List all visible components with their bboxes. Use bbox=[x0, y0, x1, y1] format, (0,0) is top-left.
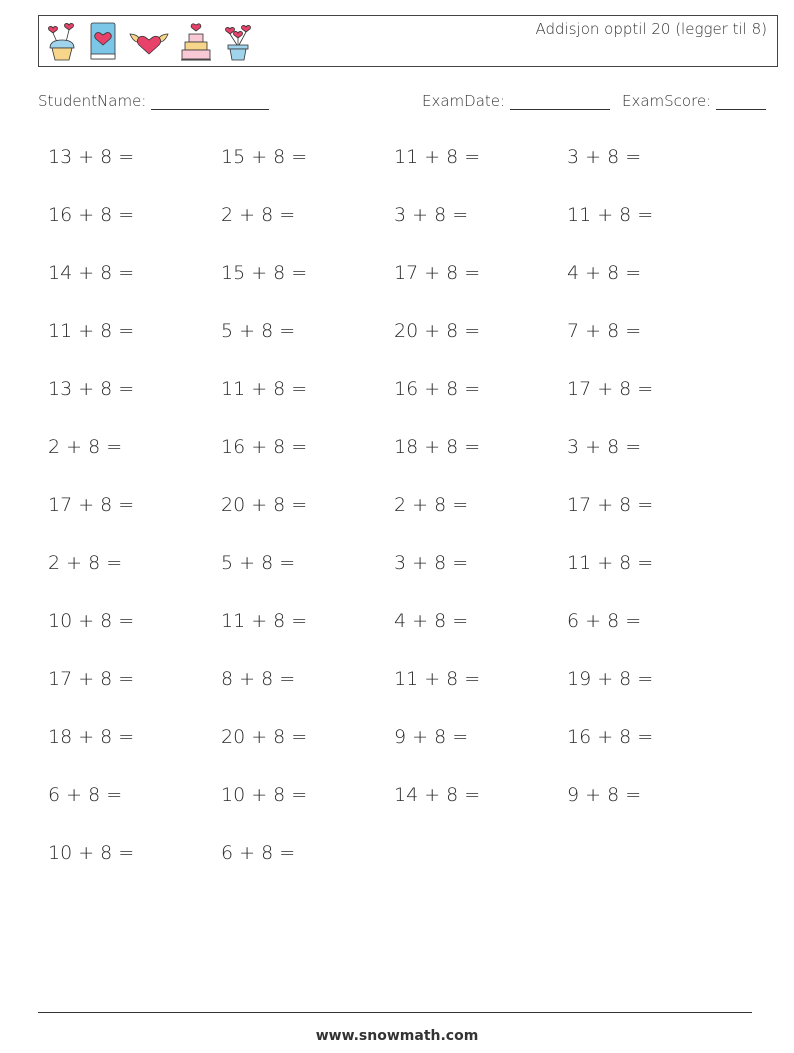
problem-item: 2 + 8 = bbox=[48, 436, 123, 458]
problem-item: 6 + 8 = bbox=[567, 610, 642, 632]
problem-item: 10 + 8 = bbox=[48, 610, 135, 632]
exam-score-field bbox=[622, 92, 766, 110]
problem-item: 8 + 8 = bbox=[221, 668, 296, 690]
heart-flowerpot-icon bbox=[221, 21, 255, 63]
problem-item: 10 + 8 = bbox=[221, 784, 308, 806]
student-name-blank[interactable] bbox=[151, 93, 269, 110]
footer-divider bbox=[38, 1012, 752, 1013]
winged-heart-icon bbox=[127, 26, 171, 58]
problem-item: 3 + 8 = bbox=[567, 436, 642, 458]
problem-item: 11 + 8 = bbox=[221, 378, 308, 400]
problem-item: 17 + 8 = bbox=[48, 668, 135, 690]
problem-item: 18 + 8 = bbox=[394, 436, 481, 458]
footer-url: www.snowmath.com bbox=[315, 1028, 479, 1044]
problem-item: 20 + 8 = bbox=[221, 726, 308, 748]
exam-date-label: ExamDate: bbox=[422, 92, 506, 110]
problem-item: 11 + 8 = bbox=[394, 668, 481, 690]
header-box bbox=[38, 15, 778, 67]
problem-item: 9 + 8 = bbox=[394, 726, 469, 748]
problem-item: 11 + 8 = bbox=[394, 146, 481, 168]
problem-item: 4 + 8 = bbox=[567, 262, 642, 284]
problem-item: 11 + 8 = bbox=[567, 204, 654, 226]
problem-item: 14 + 8 = bbox=[48, 262, 135, 284]
problem-item: 11 + 8 = bbox=[221, 610, 308, 632]
problem-item: 15 + 8 = bbox=[221, 262, 308, 284]
problem-item: 6 + 8 = bbox=[221, 842, 296, 864]
problem-item: 7 + 8 = bbox=[567, 320, 642, 342]
problem-item: 3 + 8 = bbox=[567, 146, 642, 168]
problem-item: 3 + 8 = bbox=[394, 552, 469, 574]
exam-score-blank[interactable] bbox=[716, 93, 766, 110]
exam-date-field bbox=[422, 92, 610, 110]
problem-item: 17 + 8 = bbox=[48, 494, 135, 516]
exam-date-blank[interactable] bbox=[510, 93, 610, 110]
problem-item: 11 + 8 = bbox=[48, 320, 135, 342]
problem-item: 10 + 8 = bbox=[48, 842, 135, 864]
problem-item: 17 + 8 = bbox=[567, 494, 654, 516]
cupcake-hearts-icon bbox=[45, 22, 79, 62]
problem-item: 4 + 8 = bbox=[394, 610, 469, 632]
problem-item: 14 + 8 = bbox=[394, 784, 481, 806]
student-name-field bbox=[38, 92, 269, 110]
student-name-label: StudentName: bbox=[38, 92, 147, 110]
heart-book-icon bbox=[87, 21, 119, 63]
problem-item: 2 + 8 = bbox=[48, 552, 123, 574]
problem-item: 2 + 8 = bbox=[394, 494, 469, 516]
problem-item: 5 + 8 = bbox=[221, 320, 296, 342]
problem-item: 16 + 8 = bbox=[394, 378, 481, 400]
heart-cake-icon bbox=[179, 21, 213, 63]
exam-score-label: ExamScore: bbox=[622, 92, 712, 110]
problem-item: 9 + 8 = bbox=[567, 784, 642, 806]
problem-item: 13 + 8 = bbox=[48, 378, 135, 400]
problem-item: 17 + 8 = bbox=[394, 262, 481, 284]
problem-item: 20 + 8 = bbox=[394, 320, 481, 342]
problem-item: 16 + 8 = bbox=[48, 204, 135, 226]
problem-item: 5 + 8 = bbox=[221, 552, 296, 574]
problem-item: 18 + 8 = bbox=[48, 726, 135, 748]
problem-item: 19 + 8 = bbox=[567, 668, 654, 690]
worksheet-title: Addisjon opptil 20 (legger til 8) bbox=[535, 20, 767, 38]
problem-item: 20 + 8 = bbox=[221, 494, 308, 516]
problem-item: 11 + 8 = bbox=[567, 552, 654, 574]
problem-item: 2 + 8 = bbox=[221, 204, 296, 226]
problem-item: 16 + 8 = bbox=[221, 436, 308, 458]
problem-item: 6 + 8 = bbox=[48, 784, 123, 806]
problem-item: 15 + 8 = bbox=[221, 146, 308, 168]
problem-item: 16 + 8 = bbox=[567, 726, 654, 748]
problem-item: 13 + 8 = bbox=[48, 146, 135, 168]
problem-item: 3 + 8 = bbox=[394, 204, 469, 226]
header-icons bbox=[45, 20, 255, 64]
problem-item: 17 + 8 = bbox=[567, 378, 654, 400]
